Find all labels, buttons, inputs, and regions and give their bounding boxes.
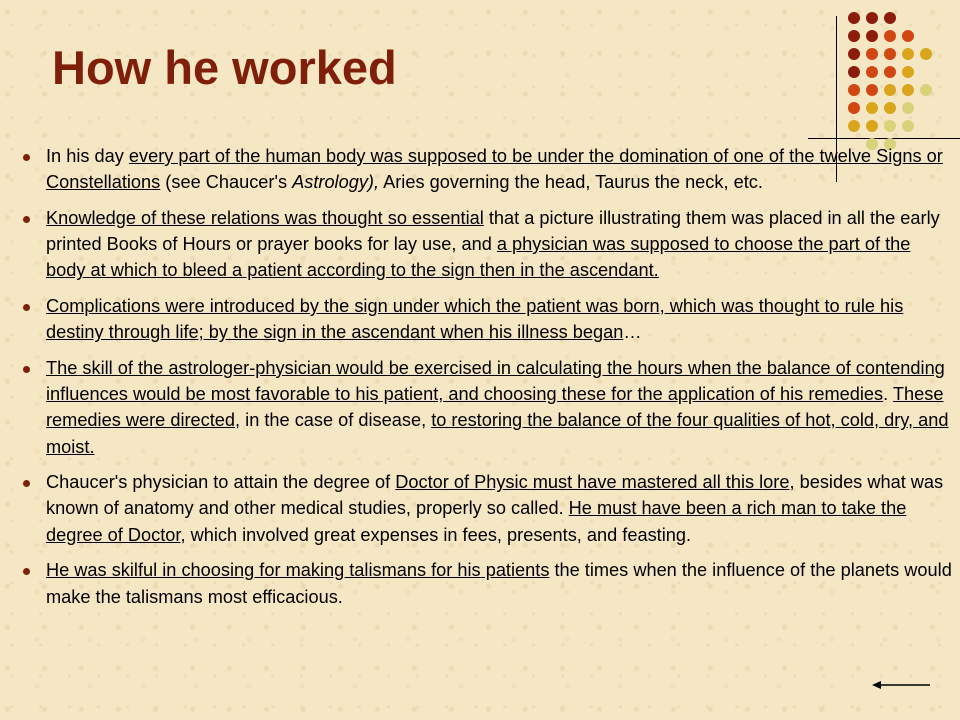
decorative-dot [920, 84, 932, 96]
decorative-dot [902, 84, 914, 96]
bullet-item [22, 355, 952, 460]
decorative-dot [902, 120, 914, 132]
bullet-text: , besides what was known of anatomy and other medical studies, properly so called. [46, 472, 944, 519]
left-arrow-icon [872, 678, 932, 692]
bullet-text: the times when the influence of the planets would make the talismans most efficacious. [46, 560, 952, 607]
decorative-dot [920, 48, 932, 60]
bullet-text: Astrology), [292, 172, 380, 193]
bullet-text: that a picture illustrating them was placed in all the early printed Books of Hours or prayer books for lay use, and [46, 207, 940, 255]
underlined-text: a physician was supposed to choose the part of the body at which to bleed a patient according to the sign then in the ascendant. [46, 234, 911, 281]
bullet-list [22, 143, 952, 619]
decorative-dot [902, 30, 914, 42]
decorative-dot [902, 48, 914, 60]
bullet-text: , which involved great expenses in fees, presents, and feasting. [180, 524, 692, 545]
decorative-dot [902, 66, 914, 78]
decorative-dot [866, 66, 878, 78]
underlined-text: He must have been a rich man to take the degree of Doctor [46, 498, 907, 545]
decorative-dot [848, 120, 860, 132]
bullet-item [22, 205, 952, 284]
bullet-text: In his day [46, 146, 129, 166]
decorative-dot [884, 48, 896, 60]
bullet-item [22, 293, 952, 345]
bullet-text: . [883, 384, 893, 405]
decorative-dot [884, 102, 896, 114]
underlined-text: Complications were introduced by the sign under which the patient was born, which was thought to rule his destiny through life; by the sign in the ascendant when his illness began [46, 296, 904, 343]
bullet-text: Aries governing the head, Taurus the neck, etc. [379, 172, 763, 193]
decorative-dot [884, 12, 896, 24]
underlined-text: He was skilful in choosing for making talismans for his patients [46, 560, 550, 581]
decorative-dot [884, 66, 896, 78]
decorative-dot [866, 48, 878, 60]
bullet-item [22, 557, 952, 609]
bullet-item [22, 143, 952, 195]
decorative-dot [848, 84, 860, 96]
decorative-dot [848, 66, 860, 78]
decorative-dot [884, 84, 896, 96]
underlined-text: The skill of the astrologer-physician would be exercised in calculating the hours when the balance of contending influences would be most favorable to his patient, and choosing these for the application of his remedies [46, 357, 945, 405]
decorative-dot [866, 12, 878, 24]
decorative-dot [848, 102, 860, 114]
bullet-text: (see Chaucer's [160, 172, 293, 193]
underlined-text: These remedies were directed [46, 384, 944, 431]
decorative-dot [884, 30, 896, 42]
decorative-dot [866, 84, 878, 96]
decorative-dot [848, 30, 860, 42]
decorative-dot [902, 102, 914, 114]
slide-title: How he worked [52, 41, 397, 94]
underlined-text: Knowledge of these relations was thought so essential [46, 207, 484, 228]
underlined-text: Doctor of Physic must have mastered all this lore [395, 472, 790, 493]
decorative-dot [866, 120, 878, 132]
bullet-text: , in the case of disease, [235, 410, 432, 431]
underlined-text: every part of the human body was supposed to be under the domination of one of the twelve Signs or Constellations [46, 146, 943, 193]
bullet-text: Chaucer's physician to attain the degree of [46, 472, 396, 493]
decorative-dot-grid [848, 12, 960, 160]
decorative-dot [884, 120, 896, 132]
bullet-item [22, 469, 952, 548]
bullet-text: … [623, 322, 642, 343]
decorative-dot [866, 102, 878, 114]
decorative-dot [866, 30, 878, 42]
decorative-dot [848, 12, 860, 24]
decorative-dot [848, 48, 860, 60]
underlined-text: to restoring the balance of the four qualities of hot, cold, dry, and moist. [46, 410, 949, 457]
